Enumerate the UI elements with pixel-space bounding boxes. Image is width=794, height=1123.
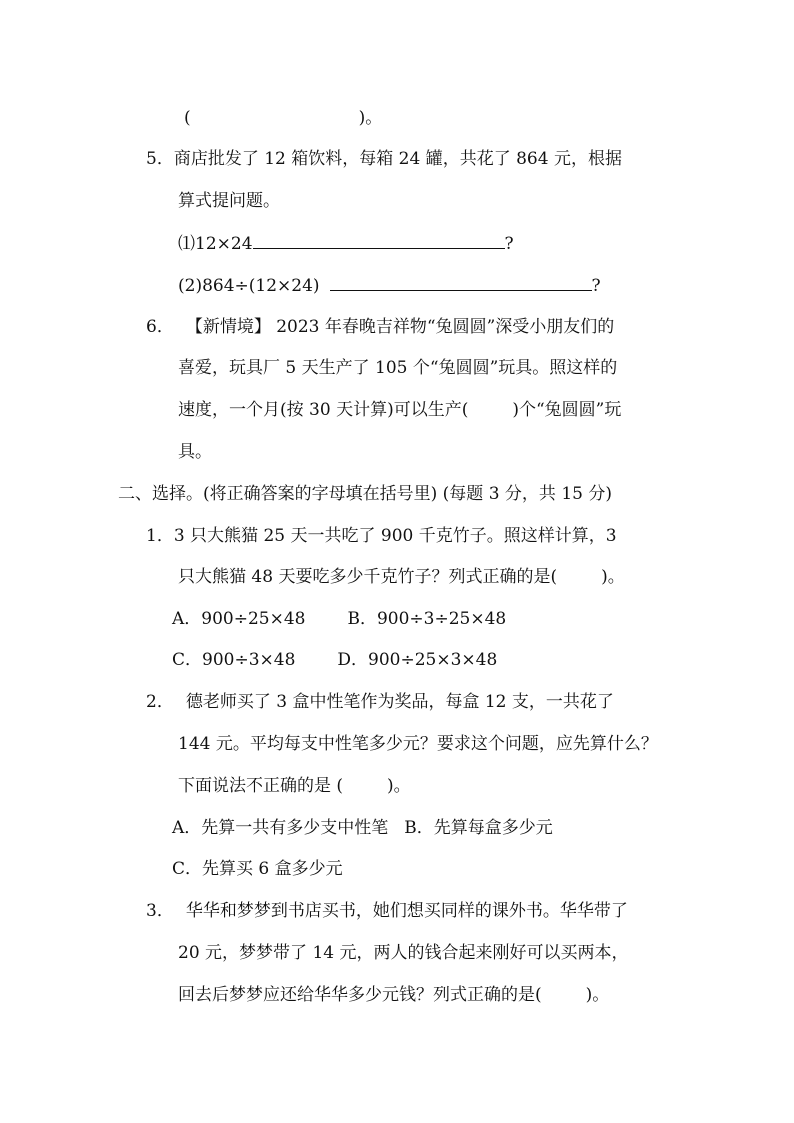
question-number: 6． xyxy=(146,317,174,337)
question-text: )。 xyxy=(601,567,625,587)
question-text: )。 xyxy=(387,776,411,796)
mc1-options-cd xyxy=(172,648,497,672)
question-number: 5． xyxy=(146,149,174,169)
option-a[interactable]: A．900÷25×48 xyxy=(172,609,306,629)
sub-question-label: ⑴12×24 xyxy=(178,234,253,254)
question-text: 3 只大熊猫 25 天一共吃了 900 千克竹子。照这样计算，3 xyxy=(173,526,617,546)
paren-open: ( xyxy=(184,108,191,128)
question-text: )。 xyxy=(585,985,610,1005)
paren-close: )。 xyxy=(358,108,383,128)
question-number: 1． xyxy=(146,526,174,546)
question-text: 只大熊猫 48 天要吃多少千克竹子？列式正确的是( xyxy=(178,567,558,587)
question-text: 商店批发了 12 箱饮料，每箱 24 罐，共花了 864 元，根据 xyxy=(173,149,622,169)
q5-line2 xyxy=(178,189,280,213)
mc2-line1 xyxy=(146,690,614,714)
option-b[interactable]: B．900÷3÷25×48 xyxy=(347,609,507,629)
option-c[interactable]: C．先算买 6 盒多少元 xyxy=(172,859,343,879)
mc1-line2 xyxy=(178,565,625,589)
mc2-line2 xyxy=(178,732,658,756)
mc1-line1 xyxy=(146,524,617,548)
question-text: 速度，一个月(按 30 天计算)可以生产( xyxy=(178,400,469,420)
answer-blank[interactable] xyxy=(330,273,592,291)
q5-sub2 xyxy=(178,273,601,298)
question-number: 3． xyxy=(146,901,174,921)
question-text: 下面说法不正确的是 ( xyxy=(178,776,344,796)
question-number: 2． xyxy=(146,692,174,712)
q5-sub1 xyxy=(178,231,514,256)
mc2-options-ab xyxy=(172,816,553,840)
q5-line1 xyxy=(146,147,622,171)
answer-blank[interactable] xyxy=(253,231,505,249)
mc3-line2 xyxy=(178,941,628,965)
section-title: 二、选择。(将正确答案的字母填在括号里) (每题 3 分，共 15 分) xyxy=(118,484,612,504)
question-text: 德老师买了 3 盒中性笔作为奖品，每盒 12 支，一共花了 xyxy=(185,692,614,712)
option-c[interactable]: C．900÷3×48 xyxy=(172,650,296,670)
question-text: 144 元。平均每支中性笔多少元？要求这个问题，应先算什么？ xyxy=(178,734,658,754)
mc2-line3 xyxy=(178,774,411,798)
sub-question-label: (2)864÷(12×24) xyxy=(178,276,320,296)
q6-line3 xyxy=(178,398,621,422)
q6-line1 xyxy=(146,315,614,339)
mc2-options-c xyxy=(172,857,343,881)
question-text: )个“兔圆圆”玩 xyxy=(512,400,622,420)
question-text: 华华和梦梦到书店买书，她们想买同样的课外书。华华带了 xyxy=(185,901,628,921)
question-mark: ? xyxy=(591,276,601,296)
q6-line4 xyxy=(178,440,212,464)
mc3-line3 xyxy=(178,983,609,1007)
q4-answer-line xyxy=(184,106,382,130)
question-text: 20 元，梦梦带了 14 元，两人的钱合起来刚好可以买两本， xyxy=(178,943,629,963)
mc1-options-ab xyxy=(172,607,506,631)
question-text: 算式提问题。 xyxy=(178,191,280,211)
option-d[interactable]: D．900÷25×3×48 xyxy=(337,650,498,670)
mc3-line1 xyxy=(146,899,628,923)
option-a[interactable]: A．先算一共有多少支中性笔 xyxy=(172,818,389,838)
question-text: 【新情境】 2023 年春晚吉祥物“兔圆圆”深受小朋友们的 xyxy=(185,317,615,337)
option-b[interactable]: B．先算每盒多少元 xyxy=(404,818,553,838)
question-text: 喜爱，玩具厂 5 天生产了 105 个“兔圆圆”玩具。照这样的 xyxy=(178,358,618,378)
question-text: 具。 xyxy=(178,442,212,462)
section-heading xyxy=(118,482,612,506)
question-text: 回去后梦梦应还给华华多少元钱？列式正确的是( xyxy=(178,985,542,1005)
q6-line2 xyxy=(178,356,617,380)
question-mark: ? xyxy=(504,234,514,254)
